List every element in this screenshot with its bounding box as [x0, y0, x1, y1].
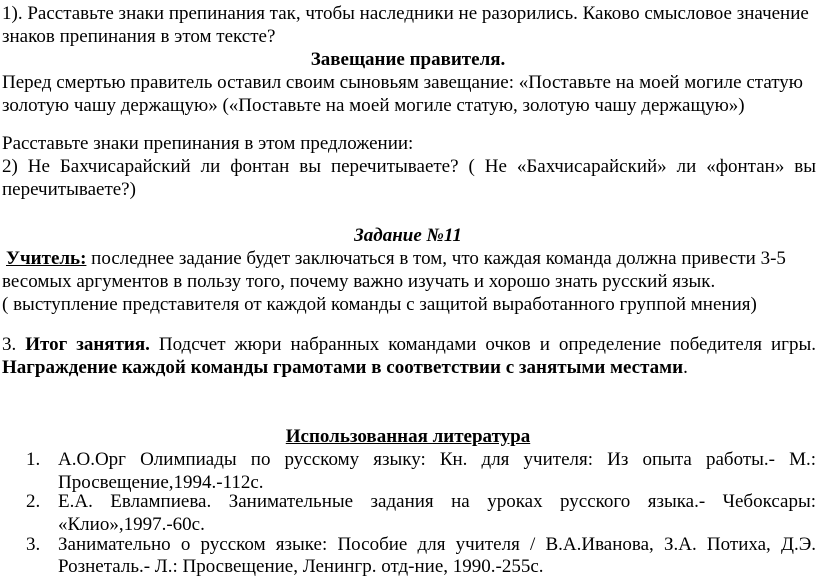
task-intro-line-2: знаков препинания в этом тексте?: [2, 26, 276, 47]
list-item-number: 1.: [26, 449, 41, 470]
literature-heading: [0, 425, 816, 448]
will-text-line-1: Перед смертью правитель оставил своим сыновьям завещание: «Поставьте на моей могиле статую: [2, 72, 804, 93]
will-heading: [0, 48, 816, 71]
punctuation-instruction: Расставьте знаки препинания в этом предложении:: [2, 133, 414, 154]
summary-line-1-text: Подсчет жюри набранных командами очков и определение победителя игры.: [149, 334, 816, 355]
list-item-line-2: Просвещение,1994.-112с.: [58, 472, 264, 493]
list-item-line-1: Занимательно о русском языке: Пособие для учителя / В.А.Иванова, З.А. Потиха, Д.Э.: [58, 534, 816, 555]
literature-heading-text: Использованная литература: [285, 426, 531, 447]
list-item-number: 2.: [26, 491, 41, 512]
summary-line-1: [2, 333, 816, 356]
list-item-line-2: «Клио»,1997.-60с.: [58, 514, 205, 535]
task-intro-line-1: 1). Расставьте знаки препинания так, чтобы наследники не разорились. Каково смысловое значение: [2, 3, 809, 24]
task11-line-3: ( выступление представителя от каждой команды с защитой выработанного группой мнения): [2, 294, 757, 315]
list-item-line-1: А.О.Орг Олимпиады по русскому языку: Кн. для учителя: Из опыта работы.- М.:: [58, 449, 816, 470]
summary-number: 3.: [2, 334, 26, 355]
list-item-line-1: Е.А. Евлампиева. Занимательные задания на уроках русского языка.- Чебоксары:: [58, 491, 816, 512]
task11-line-1: [2, 247, 816, 270]
task11-line-1-text: последнее задание будет заключаться в том, что каждая команда должна привести 3-5: [86, 248, 786, 269]
list-item-number: 3.: [26, 534, 41, 555]
summary-label: Итог занятия.: [25, 334, 150, 355]
summary-period: .: [683, 357, 688, 378]
will-heading-text: Завещание правителя.: [310, 49, 506, 70]
task11-line-2: весомых аргументов в пользу того, почему важно изучать и хорошо знать русский язык.: [2, 271, 716, 292]
summary-line-2: [2, 356, 816, 379]
will-text-line-2: золотую чашу держащую» («Поставьте на моей могиле статую, золотую чашу держащую»): [2, 95, 745, 116]
list-item-line-2: Рознеталь.- Л.: Просвещение, Ленингр. отд-ние, 1990.-255с.: [58, 556, 544, 576]
task11-heading-text: Задание №11: [354, 225, 462, 246]
summary-award-text: Награждение каждой команды грамотами в соответствии с занятыми местами: [2, 357, 684, 378]
punctuation-sentence-line-2: перечитываете?): [2, 179, 136, 200]
task11-heading: [0, 224, 816, 247]
teacher-label: Учитель:: [6, 248, 87, 269]
punctuation-sentence-line-1: 2) Не Бахчисарайский ли фонтан вы перечитываете? ( Не «Бахчисарайский» ли «фонтан» вы: [2, 156, 816, 177]
